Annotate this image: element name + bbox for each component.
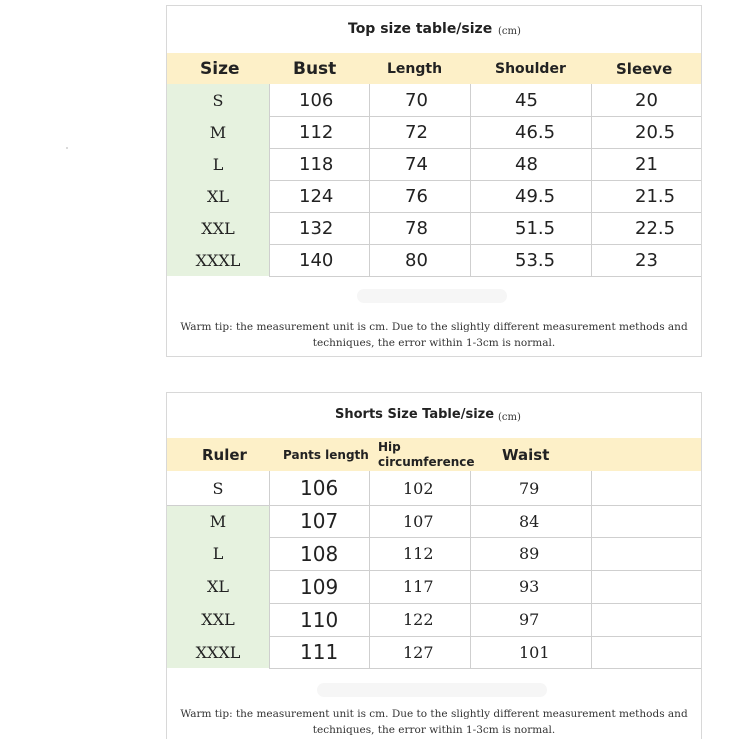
table-row — [167, 505, 701, 537]
length-value: 72 — [405, 121, 428, 143]
shorts-table-unit: (cm) — [498, 412, 521, 423]
top-header-sleeve: Sleeve — [616, 59, 673, 78]
pants-length-value: 111 — [300, 640, 339, 664]
size-label: XL — [206, 577, 229, 596]
shoulder-value: 51.5 — [515, 217, 556, 239]
size-label: XXXL — [195, 642, 241, 662]
shorts-header-hip: Hip circumference — [378, 439, 475, 469]
shorts-size-table — [166, 392, 702, 739]
pants-length-value: 107 — [300, 509, 339, 533]
pants-length-value: 108 — [300, 541, 339, 566]
shorts-header-pants-length: Pants length — [283, 447, 369, 462]
bust-value: 124 — [299, 185, 334, 207]
size-label: L — [212, 544, 224, 563]
table-row — [167, 148, 701, 180]
table-row — [167, 212, 701, 244]
pants-length-value: 110 — [300, 607, 339, 632]
waist-value: 79 — [519, 478, 540, 498]
top-warm-tip — [167, 319, 701, 351]
hip-value: 112 — [403, 544, 434, 563]
shoulder-value: 45 — [515, 89, 538, 111]
size-label: XXL — [201, 218, 235, 238]
faded-watermark — [317, 683, 547, 697]
table-row — [167, 636, 701, 668]
size-label: M — [209, 122, 227, 142]
sleeve-value: 20.5 — [635, 121, 676, 143]
table-row — [167, 84, 701, 116]
length-value: 78 — [405, 217, 428, 239]
bust-value: 112 — [299, 121, 334, 143]
size-label: S — [212, 90, 224, 110]
pants-length-value: 106 — [300, 476, 339, 500]
top-header-size: Size — [200, 58, 240, 79]
top-warm-tip-line2: techniques, the error within 1-3cm is normal. — [312, 337, 556, 349]
size-label: M — [209, 511, 227, 531]
length-value: 80 — [405, 249, 428, 271]
top-table-title: Top size table/size — [348, 21, 493, 37]
sleeve-value: 23 — [635, 249, 658, 271]
sleeve-value: 21 — [635, 153, 658, 175]
sleeve-value: 21.5 — [635, 185, 676, 207]
waist-value: 97 — [519, 610, 540, 629]
top-header-length: Length — [387, 60, 443, 77]
size-label: L — [212, 154, 224, 174]
stray-dot — [66, 147, 68, 149]
top-table-title-row — [167, 6, 701, 53]
table-row — [167, 603, 701, 636]
shorts-table-title-row — [167, 393, 701, 440]
length-value: 70 — [405, 89, 428, 111]
table-row — [167, 180, 701, 212]
shorts-table-header — [167, 438, 701, 471]
size-label: XXL — [201, 610, 235, 629]
shorts-warm-tip-line2: techniques, the error within 1-3cm is normal. — [312, 724, 556, 736]
shoulder-value: 48 — [515, 153, 538, 175]
waist-value: 89 — [519, 544, 540, 563]
shoulder-value: 46.5 — [515, 121, 556, 143]
table-row — [167, 244, 701, 276]
top-header-bust: Bust — [293, 58, 337, 79]
top-grid-h6 — [269, 276, 701, 277]
shoulder-value: 53.5 — [515, 249, 556, 271]
top-warm-tip-line1: Warm tip: the measurement unit is cm. Due to the slightly different measurement methods and — [180, 321, 688, 333]
length-value: 76 — [405, 185, 428, 207]
sleeve-value: 22.5 — [635, 217, 676, 239]
table-row — [167, 537, 701, 570]
length-value: 74 — [405, 153, 428, 175]
size-label: XXXL — [195, 250, 241, 270]
table-row — [167, 116, 701, 148]
shorts-table-title: Shorts Size Table/size — [335, 407, 495, 422]
bust-value: 140 — [299, 249, 334, 271]
table-row — [167, 570, 701, 603]
bust-value: 106 — [299, 89, 334, 111]
shorts-header-waist: Waist — [502, 445, 550, 464]
bust-value: 132 — [299, 217, 334, 239]
hip-value: 107 — [403, 511, 434, 531]
shoulder-value: 49.5 — [515, 185, 556, 207]
faded-watermark — [357, 289, 507, 303]
pants-length-value: 109 — [300, 574, 339, 599]
shorts-warm-tip-line1: Warm tip: the measurement unit is cm. Due to the slightly different measurement methods and — [180, 708, 688, 720]
hip-value: 127 — [403, 642, 434, 662]
shorts-grid-h6 — [269, 668, 701, 669]
sleeve-value: 20 — [635, 89, 658, 111]
hip-value: 117 — [403, 577, 434, 596]
size-label: XL — [206, 186, 229, 206]
waist-value: 93 — [519, 577, 540, 596]
top-size-table — [166, 5, 702, 357]
waist-value: 84 — [519, 511, 540, 531]
size-label: S — [212, 478, 224, 498]
shorts-header-ruler: Ruler — [202, 445, 247, 464]
waist-value: 101 — [519, 642, 550, 662]
table-row — [167, 471, 701, 505]
top-header-shoulder: Shoulder — [495, 60, 566, 77]
top-table-header — [167, 53, 701, 84]
bust-value: 118 — [299, 153, 334, 175]
hip-value: 122 — [403, 610, 434, 629]
shorts-warm-tip — [167, 706, 701, 738]
top-table-unit: (cm) — [498, 26, 521, 37]
hip-value: 102 — [403, 478, 434, 498]
